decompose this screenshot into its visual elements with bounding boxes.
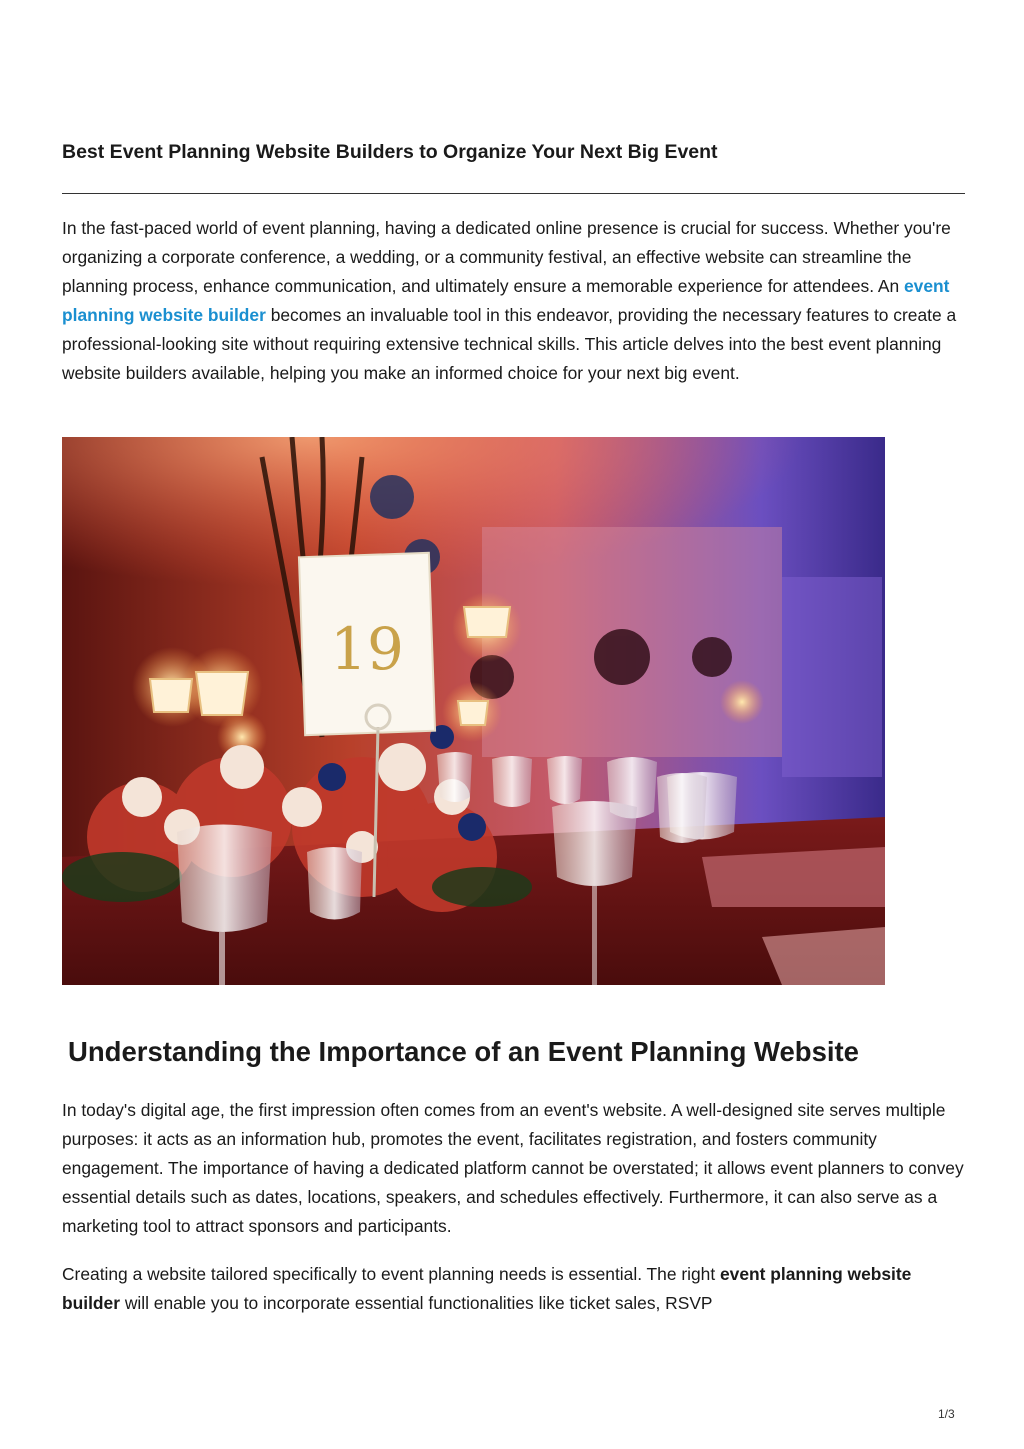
page-number: 1/3 bbox=[938, 1407, 955, 1421]
event-planning-website-builder-link[interactable]: event planning website builder bbox=[62, 276, 950, 325]
intro-text-start: In the fast-paced world of event planning, having a dedicated online presence is crucial for success. Whether you're organizing a corporate conference, a wedding, or a community festival, an effective website can streamline the planning process, enhance communication, and ultimately ensure a memorable experience for attendees. An bbox=[62, 218, 951, 296]
paragraph-2-bold-text: event planning website builder bbox=[62, 1264, 912, 1313]
intro-text-end: becomes an invaluable tool in this endeavor, providing the necessary features to create a professional-looking site without requiring extensive technical skills. This article delves into the best event planning website builders available, helping you make an informed choice for your next big event. bbox=[62, 305, 957, 383]
paragraph-2-text-end: will enable you to incorporate essential functionalities like ticket sales, RSVP bbox=[119, 1293, 713, 1313]
event-table-photo bbox=[62, 437, 885, 985]
section-heading: Understanding the Importance of an Event Planning Website bbox=[68, 1036, 859, 1067]
intro-paragraph bbox=[62, 214, 967, 388]
section-paragraph-1: In today's digital age, the first impression often comes from an event's website. A well-designed site serves multiple purposes: it acts as an information hub, promotes the event, facilitates registration, and fosters community engagement. The importance of having a dedicated platform cannot be overstated; it allows event planners to convey essential details such as dates, locations, speakers, and schedules effectively. Furthermore, it can also serve as a marketing tool to attract sponsors and participants. bbox=[62, 1100, 964, 1236]
section-paragraph-2 bbox=[62, 1260, 967, 1318]
article-title: Best Event Planning Website Builders to Organize Your Next Big Event bbox=[62, 141, 718, 163]
table-number-card: 19 bbox=[330, 615, 404, 683]
title-divider bbox=[62, 193, 965, 194]
paragraph-2-text-start: Creating a website tailored specifically to event planning needs is essential. The right bbox=[62, 1264, 720, 1284]
